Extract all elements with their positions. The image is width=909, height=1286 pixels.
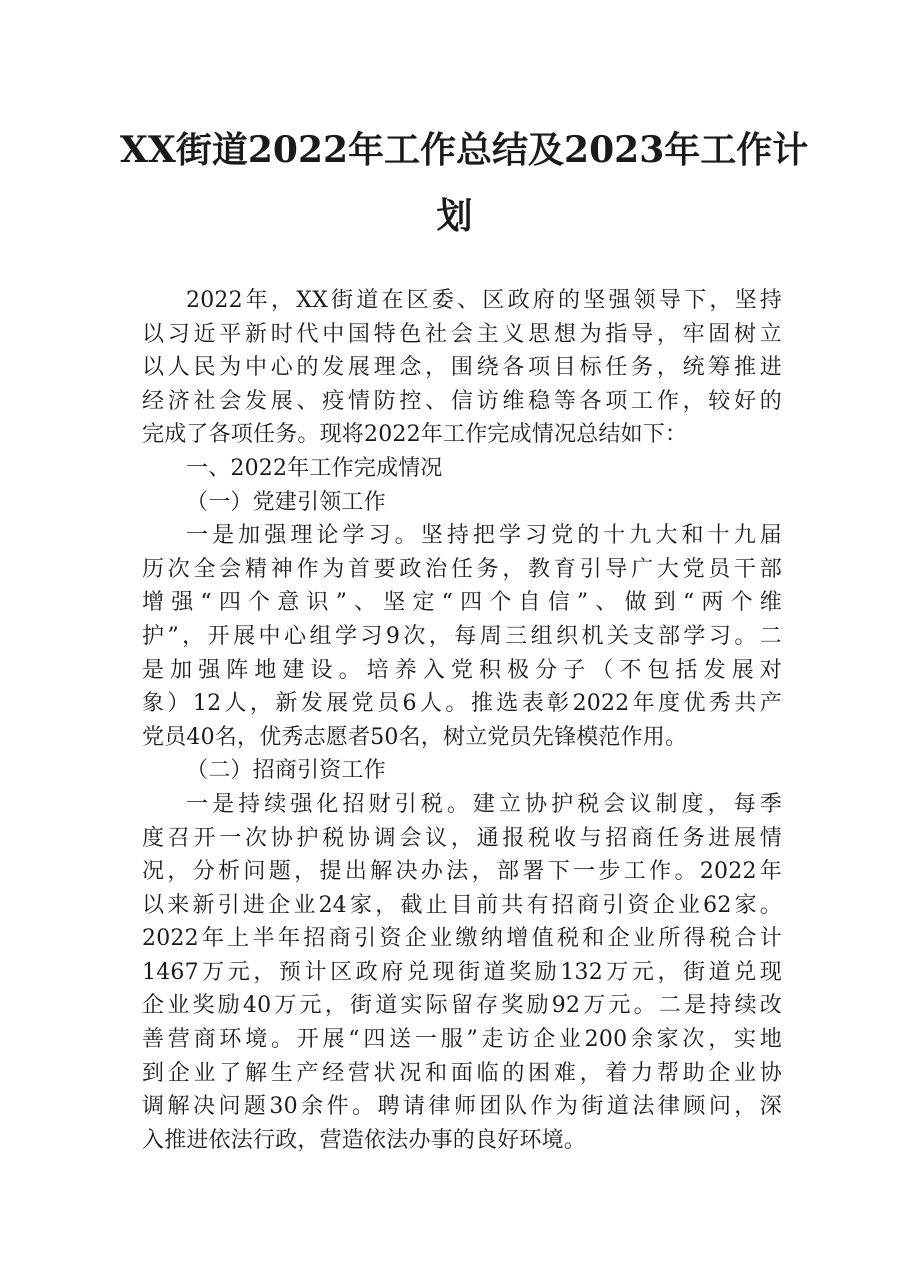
document-body bbox=[142, 284, 782, 1157]
section-heading-1: 一、2022年工作完成情况 bbox=[186, 455, 443, 481]
document-title-line-1: XX街道2022年工作总结及2023年工作计 bbox=[120, 129, 809, 171]
investment-paragraph-line-2: 度召开一次协护税协调会议，通报税收与招商任务进展情 bbox=[142, 825, 782, 851]
intro-line-5: 完成了各项任务。现将2022年工作完成情况总结如下： bbox=[142, 422, 688, 448]
party-paragraph-line-7: 党员40名，优秀志愿者50名，树立党员先锋模范作用。 bbox=[142, 724, 688, 750]
investment-paragraph-line-1: 一是持续强化招财引税。建立协护税会议制度，每季 bbox=[186, 791, 782, 817]
investment-paragraph-line-8: 善营商环境。开展“四送一服”走访企业200余家次，实地 bbox=[142, 1027, 782, 1053]
investment-paragraph-line-5: 2022年上半年招商引资企业缴纳增值税和企业所得税合计 bbox=[142, 926, 782, 952]
party-paragraph-line-6: 象）12人，新发展党员6人。推选表彰2022年度优秀共产 bbox=[142, 691, 782, 717]
investment-paragraph-line-7: 企业奖励40万元，街道实际留存奖励92万元。二是持续改 bbox=[142, 993, 782, 1019]
party-paragraph-line-5: 是加强阵地建设。培养入党积极分子（不包括发展对 bbox=[142, 657, 782, 683]
intro-line-4: 经济社会发展、疫情防控、信访维稳等各项工作，较好的 bbox=[142, 388, 782, 414]
subsection-heading-2: （二）招商引资工作 bbox=[186, 758, 386, 784]
subsection-heading-1: （一）党建引领工作 bbox=[186, 489, 386, 515]
investment-paragraph-line-11: 入推进依法行政，营造依法办事的良好环境。 bbox=[142, 1127, 587, 1153]
investment-paragraph-line-10: 调解决问题30余件。聘请律师团队作为街道法律顾问，深 bbox=[142, 1094, 782, 1120]
investment-paragraph-line-6: 1467万元，预计区政府兑现街道奖励132万元，街道兑现 bbox=[142, 959, 782, 985]
investment-paragraph-line-9: 到企业了解生产经营状况和面临的困难，着力帮助企业协 bbox=[142, 1060, 782, 1086]
intro-line-2: 以习近平新时代中国特色社会主义思想为指导，牢固树立 bbox=[142, 321, 782, 347]
party-paragraph-line-2: 历次全会精神作为首要政治任务，教育引导广大党员干部 bbox=[142, 556, 782, 582]
party-paragraph-line-4: 护”，开展中心组学习9次，每周三组织机关支部学习。二 bbox=[142, 623, 782, 649]
intro-line-1: 2022年，XX街道在区委、区政府的坚强领导下，坚持 bbox=[186, 288, 782, 313]
document-title-line-2: 划 bbox=[436, 195, 473, 237]
investment-paragraph-line-4: 以来新引进企业24家，截止目前共有招商引资企业62家。 bbox=[142, 892, 782, 918]
party-paragraph-line-3: 增强“四个意识”、坚定“四个自信”、做到“两个维 bbox=[142, 590, 782, 616]
party-paragraph-line-1: 一是加强理论学习。坚持把学习党的十九大和十九届 bbox=[186, 523, 782, 549]
investment-paragraph-line-3: 况，分析问题，提出解决办法，部署下一步工作。2022年 bbox=[142, 859, 782, 885]
intro-line-3: 以人民为中心的发展理念，围绕各项目标任务，统筹推进 bbox=[142, 355, 782, 381]
